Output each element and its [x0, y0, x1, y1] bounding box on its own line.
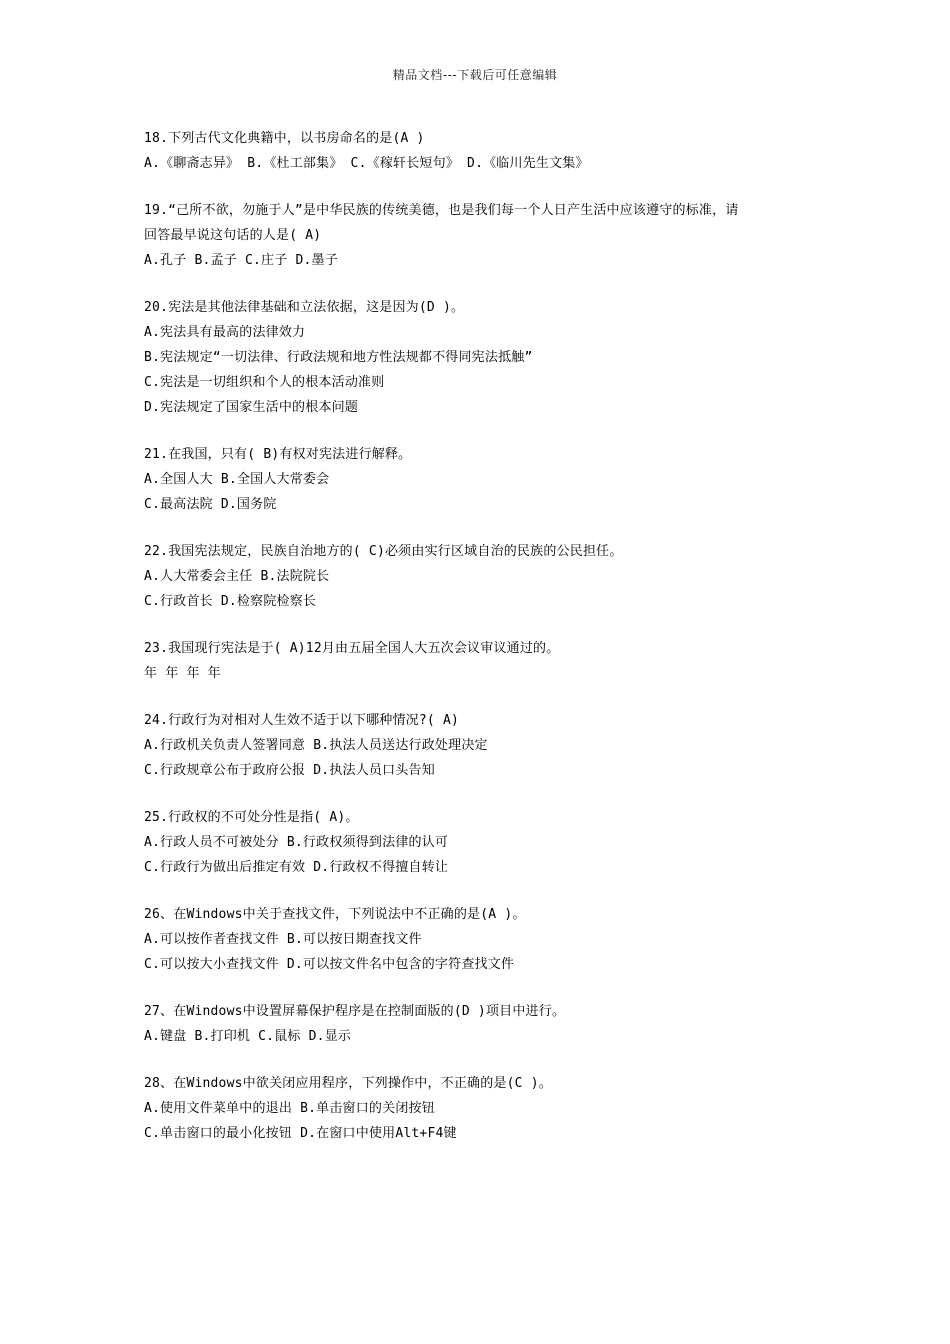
question-stem: 25.行政权的不可处分性是指( A)。 — [144, 810, 359, 825]
question-options: A.全国人大 B.全国人大常委会 — [144, 472, 330, 487]
question-options: A.《聊斋志异》 B.《杜工部集》 C.《稼轩长短句》 D.《临川先生文集》 — [144, 156, 589, 171]
question-options: C.行政规章公布于政府公报 D.执法人员口头告知 — [144, 763, 435, 778]
question-stem: 21.在我国，只有( B)有权对宪法进行解释。 — [144, 447, 412, 462]
question-options: C.最高法院 D.国务院 — [144, 497, 277, 512]
question-options: C.可以按大小查找文件 D.可以按文件名中包含的字符查找文件 — [144, 957, 515, 972]
question-stem: 23.我国现行宪法是于( A)12月由五届全国人大五次会议审议通过的。 — [144, 641, 560, 656]
question-option-d: D.宪法规定了国家生活中的根本问题 — [144, 400, 359, 415]
question-options: C.行政首长 D.检察院检察长 — [144, 594, 317, 609]
question-19 — [144, 198, 824, 273]
question-stem: 19.“己所不欲，勿施于人”是中华民族的传统美德，也是我们每一个人日产生活中应该遵守的标准，请 — [144, 203, 739, 218]
question-options: 年 年 年 年 — [144, 666, 221, 681]
question-options: A.行政人员不可被处分 B.行政权须得到法律的认可 — [144, 835, 449, 850]
question-stem-continued: 回答最早说这句话的人是( A) — [144, 228, 322, 243]
question-stem: 22.我国宪法规定，民族自治地方的( C)必须由实行区域自治的民族的公民担任。 — [144, 544, 623, 559]
question-option-b: B.宪法规定“一切法律、行政法规和地方性法规都不得同宪法抵触” — [144, 350, 533, 365]
page-header: 精品文档---下载后可任意编辑 — [392, 68, 558, 82]
question-stem: 24.行政行为对相对人生效不适于以下哪种情况?( A) — [144, 713, 460, 728]
question-stem: 20.宪法是其他法律基础和立法依据，这是因为(D )。 — [144, 300, 465, 315]
question-stem: 18.下列古代文化典籍中，以书房命名的是(A ) — [144, 131, 425, 146]
question-stem: 26、在Windows中关于查找文件，下列说法中不正确的是(A )。 — [144, 907, 526, 922]
question-list — [144, 126, 824, 1168]
question-options: A.可以按作者查找文件 B.可以按日期查找文件 — [144, 932, 422, 947]
question-22 — [144, 539, 824, 614]
question-26 — [144, 902, 824, 977]
question-25 — [144, 805, 824, 880]
question-options: A.人大常委会主任 B.法院院长 — [144, 569, 330, 584]
question-23 — [144, 636, 824, 686]
question-option-a: A.宪法具有最高的法律效力 — [144, 325, 306, 340]
question-options: C.单击窗口的最小化按钮 D.在窗口中使用Alt+F4键 — [144, 1126, 457, 1141]
question-20 — [144, 295, 824, 420]
question-27 — [144, 999, 824, 1049]
question-options: C.行政行为做出后推定有效 D.行政权不得擅自转让 — [144, 860, 449, 875]
question-18 — [144, 126, 824, 176]
question-option-c: C.宪法是一切组织和个人的根本活动准则 — [144, 375, 385, 390]
question-stem: 28、在Windows中欲关闭应用程序，下列操作中，不正确的是(C )。 — [144, 1076, 552, 1091]
question-stem: 27、在Windows中设置屏幕保护程序是在控制面版的(D )项目中进行。 — [144, 1004, 566, 1019]
question-options: A.使用文件菜单中的退出 B.单击窗口的关闭按钮 — [144, 1101, 435, 1116]
question-options: A.键盘 B.打印机 C.鼠标 D.显示 — [144, 1029, 352, 1044]
question-21 — [144, 442, 824, 517]
question-28 — [144, 1071, 824, 1146]
question-options: A.行政机关负责人签署同意 B.执法人员送达行政处理决定 — [144, 738, 488, 753]
question-24 — [144, 708, 824, 783]
question-options: A.孔子 B.孟子 C.庄子 D.墨子 — [144, 253, 338, 268]
